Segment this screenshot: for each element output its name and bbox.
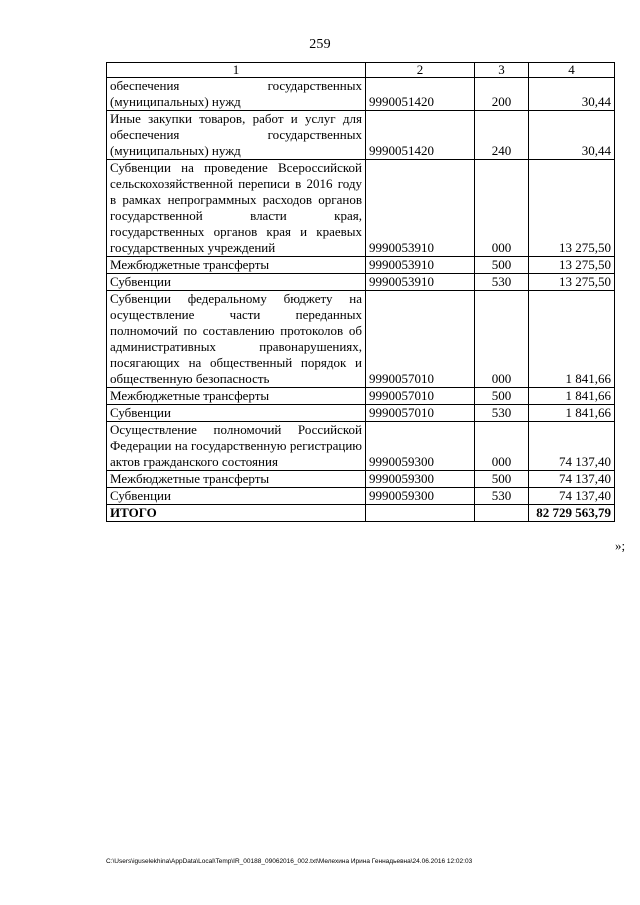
row-amount: 30,44 [529,78,615,111]
row-description: Межбюджетные трансферты [107,257,366,274]
row-kind: 500 [475,388,529,405]
row-code: 9990051420 [366,111,475,160]
table-row [107,405,615,422]
footer-file-path: C:\Users\iguselekhina\AppData\Local\Temp\IR_00188_09062016_002.txt\Мелехина Ирина Геннадьевна\24.06.2016 12:02:03 [106,858,473,865]
row-description: Субвенции [107,274,366,291]
row-kind: 530 [475,405,529,422]
row-description: Иные закупки товаров, работ и услуг для обеспечения государственных (муниципальных) нужд [107,111,366,160]
row-code: 9990053910 [366,274,475,291]
column-header: 1 [107,63,366,78]
table-header-row [107,63,615,78]
row-code: 9990057010 [366,405,475,422]
row-amount: 30,44 [529,111,615,160]
row-amount: 13 275,50 [529,274,615,291]
total-label: ИТОГО [107,505,366,522]
total-amount: 82 729 563,79 [529,505,615,522]
total-row [107,505,615,522]
row-code: 9990059300 [366,471,475,488]
row-kind: 000 [475,422,529,471]
row-kind: 530 [475,488,529,505]
row-code: 9990053910 [366,160,475,257]
row-code: 9990053910 [366,257,475,274]
row-description: Субвенции федеральному бюджету на осуществление части переданных полномочий по составлению протоколов об административных правонарушениях, посягающих на общественный порядок и общественную безопасность [107,291,366,388]
table-row [107,388,615,405]
table-row [107,488,615,505]
row-code: 9990057010 [366,388,475,405]
row-description: Осуществление полномочий Российской Федерации на государственную регистрацию актов гражданского состояния [107,422,366,471]
column-header: 4 [529,63,615,78]
row-kind: 240 [475,111,529,160]
row-amount: 13 275,50 [529,160,615,257]
budget-table [106,62,615,522]
row-description: Субвенции [107,405,366,422]
table-row [107,291,615,388]
page-number: 259 [309,37,331,52]
row-kind: 200 [475,78,529,111]
row-description: Межбюджетные трансферты [107,471,366,488]
row-description: Межбюджетные трансферты [107,388,366,405]
row-code: 9990051420 [366,78,475,111]
row-kind: 500 [475,257,529,274]
table-row [107,274,615,291]
row-description: Субвенции на проведение Всероссийской сельскохозяйственной переписи в 2016 году в рамках непрограммных расходов органов государственной власти края, государственных органов края и краевых государственных учреждений [107,160,366,257]
row-code: 9990059300 [366,488,475,505]
row-amount: 1 841,66 [529,388,615,405]
column-header: 3 [475,63,529,78]
row-amount: 74 137,40 [529,488,615,505]
total-empty-code [366,505,475,522]
total-empty-kind [475,505,529,522]
row-amount: 74 137,40 [529,422,615,471]
row-kind: 500 [475,471,529,488]
table-row [107,160,615,257]
row-kind: 000 [475,291,529,388]
table-row [107,111,615,160]
column-header: 2 [366,63,475,78]
row-amount: 1 841,66 [529,291,615,388]
table-row [107,422,615,471]
row-kind: 530 [475,274,529,291]
row-amount: 13 275,50 [529,257,615,274]
row-description: Субвенции [107,488,366,505]
table-row [107,78,615,111]
row-code: 9990057010 [366,291,475,388]
row-amount: 1 841,66 [529,405,615,422]
table-row [107,471,615,488]
row-kind: 000 [475,160,529,257]
closing-quote-mark: »; [615,538,626,553]
table-row [107,257,615,274]
row-description: обеспечения государственных (муниципальных) нужд [107,78,366,111]
row-code: 9990059300 [366,422,475,471]
row-amount: 74 137,40 [529,471,615,488]
